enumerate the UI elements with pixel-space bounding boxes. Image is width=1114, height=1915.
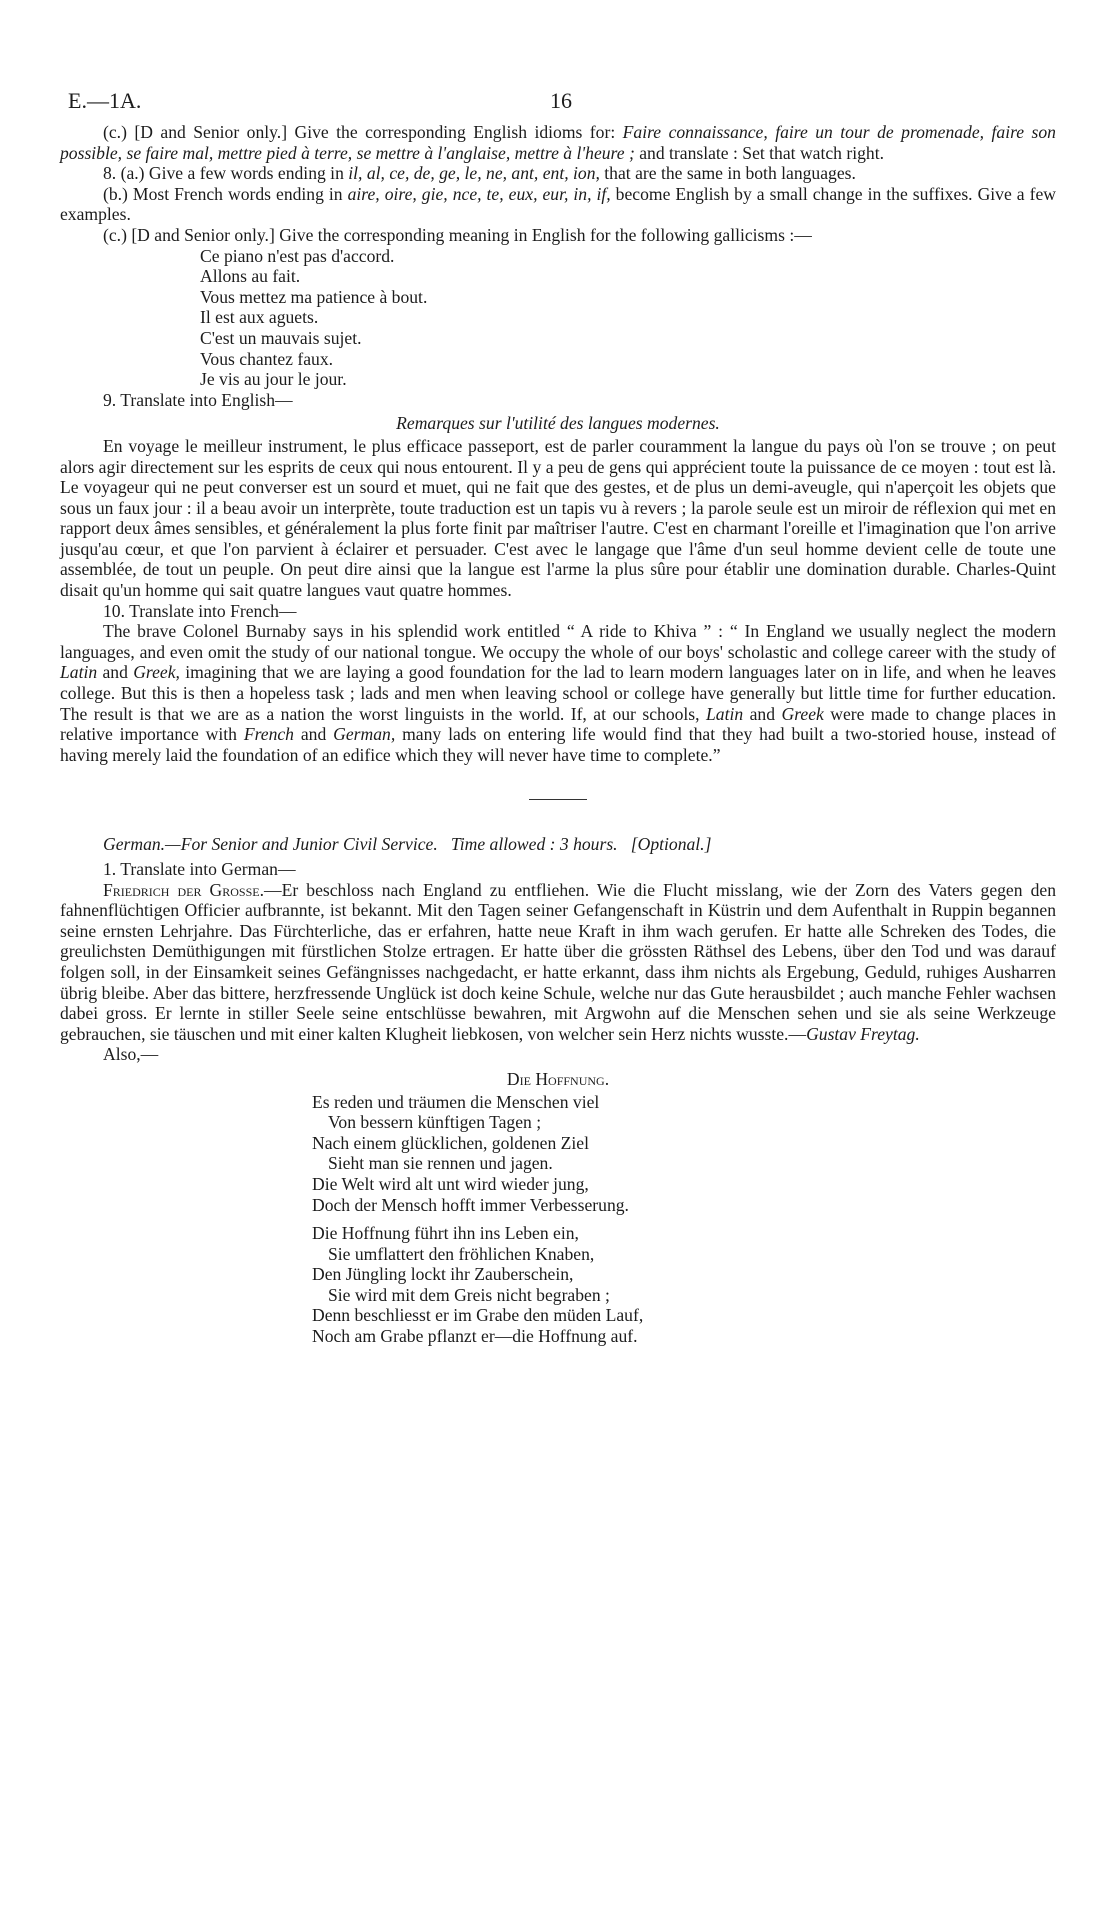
list-item: Il est aux aguets. (200, 307, 319, 328)
question-8b (60, 184, 1056, 225)
passage-text: —Er beschloss nach England zu entfliehen. Wie die Flucht misslang, wie der Zorn des Vaters gegen den fahnenflüchtigen Officier aufbrannte, ist bekannt. Mit den Tagen seiner Gefangenschaft in Küstrin und dem Aufenthalt in Ruppin begannen seine ernsten Lehrjahre. Das Fürchterliche, das er erfahren, hatte neue Kraft in ihm wach gerufen. Er hatte alle Schreken des Todes, die greulichsten Demüthigungen mit fürstlichen Stolze ertragen. Er hatte über die grössten Räthsel des Lebens, über den Tod und was darauf folgen soll, in der Einsamkeit seines Gefängnisses nachgedacht, er hatte erkannt, dass ihm nichts als Ergebung, Geduld, ruhiges Ausharren übrig bleibe. Aber das bittere, herzfressende Unglück ist doch keine Schule, welche nur das Gute herausbildet ; auch manche Fehler wachsen dabei gross. Er lernte in stiller Seele seine entschlüsse bewahren, mit Argwohn auf die Menschen sehen und sie als seine Werkzeuge gebrauchen, sie täuschen und mit einer kalten Klugheit liebkosen, von welcher sein Herz nichts wusste.— (60, 879, 1056, 1044)
passage-author: Gustav Freytag. (806, 1023, 920, 1044)
document-page (60, 88, 1056, 1347)
question-8b-label: (b.) Most French words ending in (103, 183, 348, 204)
poem-title: Die Hoffnung. (506, 1068, 610, 1089)
question-8b-endings: aire, oire, gie, nce, te, eux, eur, in, if, (347, 183, 611, 204)
question-10-text-2: imagining that we are laying a good foundation for the lad to learn modern languages later on in life, and when he leaves college. But this is then a hopeless task ; lads and men when leaving school or college have generally but little time for further education. The result is that we are as a nation the worst linguists in the world. If, at our schools, (60, 662, 1056, 724)
also-label: Also,— (103, 1044, 159, 1065)
question-10-french: French (243, 724, 294, 745)
question-7c-label: (c.) [D and Senior only.] Give the corresponding English idioms for: (103, 122, 623, 142)
section-divider (529, 799, 587, 800)
question-10-german: German, (333, 724, 396, 745)
gallicisms-list (200, 246, 1056, 390)
poem-line: Sie umflattert den fröhlichen Knaben, (328, 1243, 595, 1264)
german-question-1-label: 1. Translate into German— (103, 859, 296, 879)
page-header (60, 88, 1056, 122)
list-item: Ce piano n'est pas d'accord. (200, 245, 395, 266)
question-9-title: Remarques sur l'utilité des langues modernes. (396, 413, 720, 434)
list-item: Vous mettez ma patience à bout. (200, 286, 428, 307)
question-10-text-4: many lads on entering life would find that they had built a two-storied house, instead of having merely laid the foundation of an edifice which they will never have time to complete.” (60, 724, 1057, 765)
poem-line: Die Welt wird alt unt wird wieder jung, (312, 1173, 589, 1194)
poem-line: Nach einem glücklichen, goldenen Ziel (312, 1132, 589, 1153)
poem-line: Sie wird mit dem Greis nicht begraben ; (328, 1284, 610, 1305)
question-10-body (60, 621, 1056, 765)
question-10-text-1: The brave Colonel Burnaby says in his splendid work entitled “ A ride to Khiva ” : “ In England we usually neglect the modern languages, and even omit the study of our national tongue. We occupy the whole of our boys' scholastic and college career with the study of (60, 621, 1056, 662)
poem-line: Die Hoffnung führt ihn ins Leben ein, (312, 1223, 579, 1244)
poem-line: Denn beschliesst er im Grabe den müden Lauf, (312, 1305, 644, 1326)
question-7c-tail: and translate : Set that watch right. (634, 142, 884, 163)
question-10-label: 10. Translate into French— (103, 600, 297, 621)
question-7c (60, 122, 1056, 163)
poem-line: Noch am Grabe pflanzt er—die Hoffnung auf. (312, 1326, 638, 1347)
passage-title: Friedrich der Grosse. (103, 879, 265, 900)
question-10-and: and (97, 662, 134, 683)
document-reference: E.—1A. (68, 88, 142, 113)
poem-line: Sieht man sie rennen und jagen. (328, 1153, 553, 1174)
question-8a (60, 163, 1056, 184)
german-passage (60, 880, 1056, 1045)
poem-line: Von bessern künftigen Tagen ; (328, 1112, 542, 1133)
question-8c: (c.) [D and Senior only.] Give the corresponding meaning in English for the following gallicisms :— (103, 224, 812, 245)
question-10-and: and (293, 724, 334, 745)
question-10-text-3: were made to change places in relative importance with (60, 703, 1056, 745)
question-10-latin: Latin (706, 703, 744, 724)
question-9-label: 9. Translate into English— (103, 389, 293, 410)
question-8a-endings: il, al, ce, de, ge, le, ne, ant, ent, ion, (348, 163, 600, 184)
poem-line: Doch der Mensch hofft immer Verbesserung. (312, 1194, 629, 1215)
question-8a-tail: that are the same in both languages. (599, 163, 856, 184)
german-section-heading: German.—For Senior and Junior Civil Service. Time allowed : 3 hours. [Optional.] (103, 834, 712, 855)
list-item: Vous chantez faux. (200, 348, 334, 369)
list-item: C'est un mauvais sujet. (200, 327, 362, 348)
question-8b-tail: become English by a small change in the suffixes. Give a few examples. (60, 183, 1056, 225)
poem (312, 1092, 1056, 1347)
question-10-and: and (743, 703, 782, 724)
question-7c-idioms: Faire connaissance, faire un tour de promenade, faire son possible, se faire mal, mettre pied à terre, se mettre à l'anglaise, mettre à l'heure ; (60, 122, 1056, 163)
stanza-gap (312, 1215, 1056, 1223)
question-8a-label: 8. (a.) Give a few words ending in (103, 163, 349, 184)
list-item: Je vis au jour le jour. (200, 369, 347, 390)
question-10-greek: Greek (781, 703, 824, 724)
question-10-greek: Greek, (133, 662, 180, 683)
question-10-latin: Latin (60, 662, 98, 683)
poem-line: Es reden und träumen die Menschen viel (312, 1091, 600, 1112)
poem-line: Den Jüngling lockt ihr Zauberschein, (312, 1264, 574, 1285)
page-number: 16 (550, 88, 572, 113)
list-item: Allons au fait. (200, 266, 301, 287)
question-9-body: En voyage le meilleur instrument, le plus efficace passeport, est de parler couramment la langue du pays où l'on se trouve ; on peut alors agir directement sur les esprits de ceux qui nous entourent. Il y a peu de gens qui apprécient toute la puissance de ce moyen : tout est là. Le voyageur qui ne peut converser est un sourd et muet, qui ne fait que des gestes, et de plus un demi-aveugle, qui n'aperçoit les objets que sous un faux jour : il a beau avoir un interprète, toute traduction est un tapis vu à revers ; la parole seule est un miroir de réflexion qui met en rapport deux âmes sensibles, et généralement la plus forte finit par maîtriser l'autre. C'est en charmant l'oreille et l'imagination que l'on arrive jusqu'au cœur, et que l'on parvient à éclairer et persuader. C'est avec le langage que l'âme d'un seul homme devient celle de toute une assemblée, de tout un peuple. On peut dire ainsi que la langue est l'arme la plus sûre pour établir une domination durable. Charles-Quint disait qu'un homme qui sait quatre langues vaut quatre hommes. (60, 435, 1056, 601)
